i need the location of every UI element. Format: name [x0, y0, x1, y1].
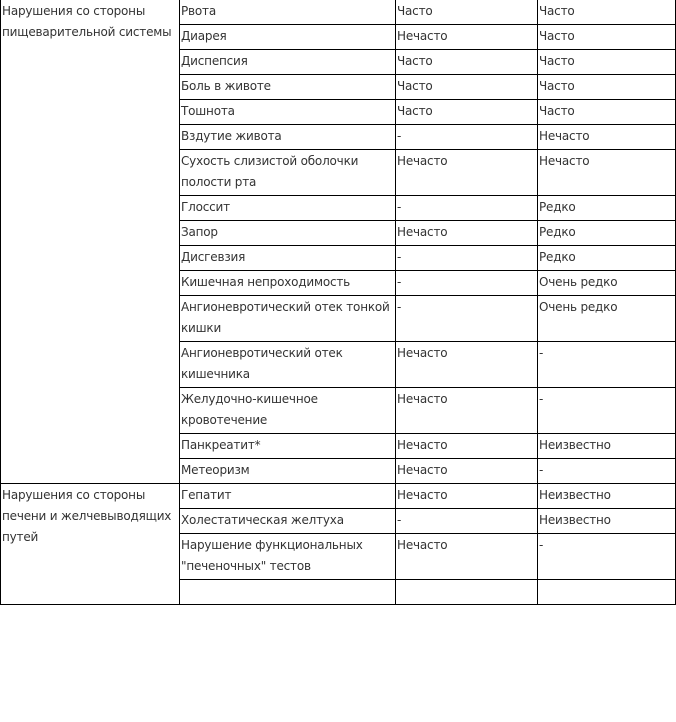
frequency-b-cell: Очень редко [538, 296, 676, 342]
frequency-b-cell: - [538, 534, 676, 580]
frequency-a-cell: Часто [396, 100, 538, 125]
frequency-a-cell: Часто [396, 75, 538, 100]
effect-cell: Вздутие живота [180, 125, 396, 150]
effect-cell: Дисгевзия [180, 246, 396, 271]
frequency-b-cell: Часто [538, 100, 676, 125]
frequency-a-cell: - [396, 196, 538, 221]
effect-cell: Ангионевротический отек тонкой кишки [180, 296, 396, 342]
frequency-a-cell: Нечасто [396, 221, 538, 246]
frequency-b-cell: Редко [538, 221, 676, 246]
frequency-b-cell: Нечасто [538, 150, 676, 196]
frequency-b-cell: Неизвестно [538, 509, 676, 534]
effect-cell: Гепатит [180, 484, 396, 509]
frequency-b-cell: Часто [538, 25, 676, 50]
frequency-b-cell: Редко [538, 196, 676, 221]
frequency-b-cell: Часто [538, 50, 676, 75]
frequency-b-cell: Редко [538, 246, 676, 271]
frequency-b-cell: - [538, 388, 676, 434]
frequency-a-cell: Нечасто [396, 484, 538, 509]
table-row [1, 0, 676, 25]
effect-cell: Желудочно-кишечное кровотечение [180, 388, 396, 434]
effect-cell: Диспепсия [180, 50, 396, 75]
frequency-a-cell [396, 580, 538, 605]
frequency-a-cell: Нечасто [396, 342, 538, 388]
frequency-a-cell: Часто [396, 0, 538, 25]
category-cell: Нарушения со стороны печени и желчевыводящих путей [1, 484, 180, 605]
table-body [1, 0, 676, 605]
frequency-a-cell: Нечасто [396, 150, 538, 196]
effect-cell: Тошнота [180, 100, 396, 125]
frequency-a-cell: - [396, 246, 538, 271]
effect-cell: Рвота [180, 0, 396, 25]
effect-cell [180, 580, 396, 605]
frequency-b-cell: Неизвестно [538, 434, 676, 459]
frequency-a-cell: Нечасто [396, 534, 538, 580]
effect-cell: Глоссит [180, 196, 396, 221]
effect-cell: Нарушение функциональных "печеночных" тестов [180, 534, 396, 580]
frequency-a-cell: Нечасто [396, 25, 538, 50]
frequency-a-cell: Нечасто [396, 459, 538, 484]
frequency-a-cell: - [396, 271, 538, 296]
frequency-a-cell: - [396, 296, 538, 342]
effect-cell: Метеоризм [180, 459, 396, 484]
frequency-b-cell: - [538, 342, 676, 388]
effect-cell: Панкреатит* [180, 434, 396, 459]
effect-cell: Кишечная непроходимость [180, 271, 396, 296]
frequency-a-cell: - [396, 125, 538, 150]
frequency-b-cell: Часто [538, 0, 676, 25]
effect-cell: Запор [180, 221, 396, 246]
table-row [1, 484, 676, 509]
effect-cell: Диарея [180, 25, 396, 50]
effect-cell: Сухость слизистой оболочки полости рта [180, 150, 396, 196]
frequency-b-cell: Часто [538, 75, 676, 100]
frequency-b-cell: Нечасто [538, 125, 676, 150]
effect-cell: Боль в животе [180, 75, 396, 100]
effect-cell: Ангионевротический отек кишечника [180, 342, 396, 388]
frequency-a-cell: Часто [396, 50, 538, 75]
frequency-a-cell: Нечасто [396, 388, 538, 434]
frequency-b-cell: Очень редко [538, 271, 676, 296]
frequency-b-cell: Неизвестно [538, 484, 676, 509]
category-cell: Нарушения со стороны пищеварительной системы [1, 0, 180, 484]
effect-cell: Холестатическая желтуха [180, 509, 396, 534]
frequency-b-cell: - [538, 459, 676, 484]
frequency-a-cell: Нечасто [396, 434, 538, 459]
frequency-a-cell: - [396, 509, 538, 534]
frequency-b-cell [538, 580, 676, 605]
